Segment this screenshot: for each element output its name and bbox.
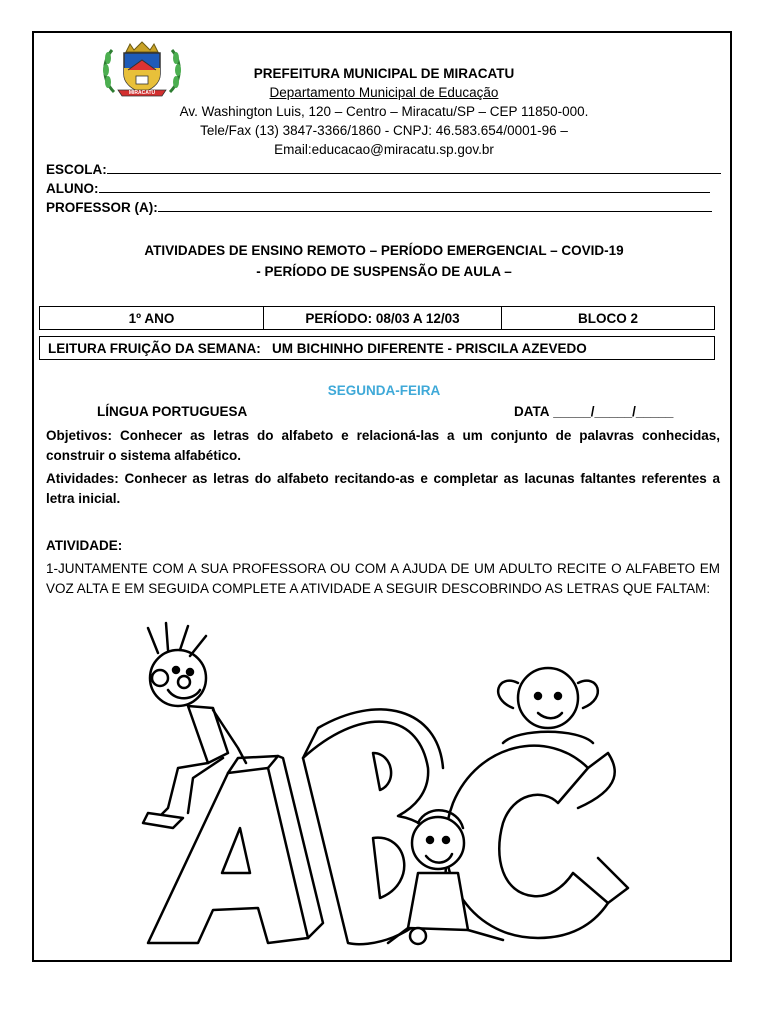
date-field[interactable] [514,404,673,419]
objetivos-label: Objetivos: [46,428,113,443]
objetivos-text: Conhecer as letras do alfabeto e relacioná-las a um conjunto de palavras conhecidas, construir o sistema alfabético. [46,428,720,463]
day-heading: SEGUNDA-FEIRA [327,383,441,398]
atividades-text: Conhecer as letras do alfabeto recitando-as e completar as lacunas faltantes referentes a letra inicial. [46,471,720,506]
aluno-field[interactable] [46,180,710,196]
dept-link[interactable]: Departamento Municipal de Educação [269,85,499,100]
phone-line: Tele/Fax (13) 3847-3366/1860 - CNPJ: 46.583.654/0001-96 – [200,123,568,138]
escola-blank[interactable] [107,161,721,174]
professor-blank[interactable] [158,199,712,212]
ano-cell: 1º ANO [40,307,264,329]
professor-label: PROFESSOR (A): [46,200,158,215]
date-blanks[interactable]: _____/_____/_____ [553,404,674,419]
crest-ribbon-text: MIRACATU [128,90,156,96]
instruction-text: 1-JUNTAMENTE COM A SUA PROFESSORA OU COM A AJUDA DE UM ADULTO RECITE O ALFABETO EM VOZ ALTA E EM SEGUIDA COMPLETE A ATIVIDADE A SEGUIR DESCOBRINDO AS LETRAS QUE FALTAM: [46,561,720,596]
info-table [39,306,715,330]
subject-label: LÍNGUA PORTUGUESA [97,404,248,419]
bloco-cell: BLOCO 2 [577,310,638,326]
escola-label: ESCOLA: [46,162,107,177]
activity-title: ATIVIDADES DE ENSINO REMOTO – PERÍODO EMERGENCIAL – COVID-19 [144,243,624,258]
atividades-paragraph [46,469,720,509]
email-line: Email:educacao@miracatu.sp.gov.br [274,142,494,157]
leitura-label: LEITURA FRUIÇÃO DA SEMANA: [48,340,261,356]
leitura-value: UM BICHINHO DIFERENTE - PRISCILA AZEVEDO [272,340,587,356]
date-label: DATA [514,404,550,419]
address-line: Av. Washington Luis, 120 – Centro – Miracatu/SP – CEP 11850-000. [179,104,589,119]
org-title: PREFEITURA MUNICIPAL DE MIRACATU [253,66,515,81]
leitura-box [39,336,715,360]
periodo-cell: PERÍODO: 08/03 A 12/03 [264,307,502,329]
escola-field[interactable] [46,161,721,177]
abc-children-coloring-icon [118,618,678,953]
atividades-label: Atividades: [46,471,119,486]
professor-field[interactable] [46,199,712,215]
aluno-blank[interactable] [99,180,710,193]
atividade-heading: ATIVIDADE: [46,538,123,553]
activity-subtitle: - PERÍODO DE SUSPENSÃO DE AULA – [256,264,512,279]
aluno-label: ALUNO: [46,181,99,196]
objetivos-paragraph [46,426,720,466]
